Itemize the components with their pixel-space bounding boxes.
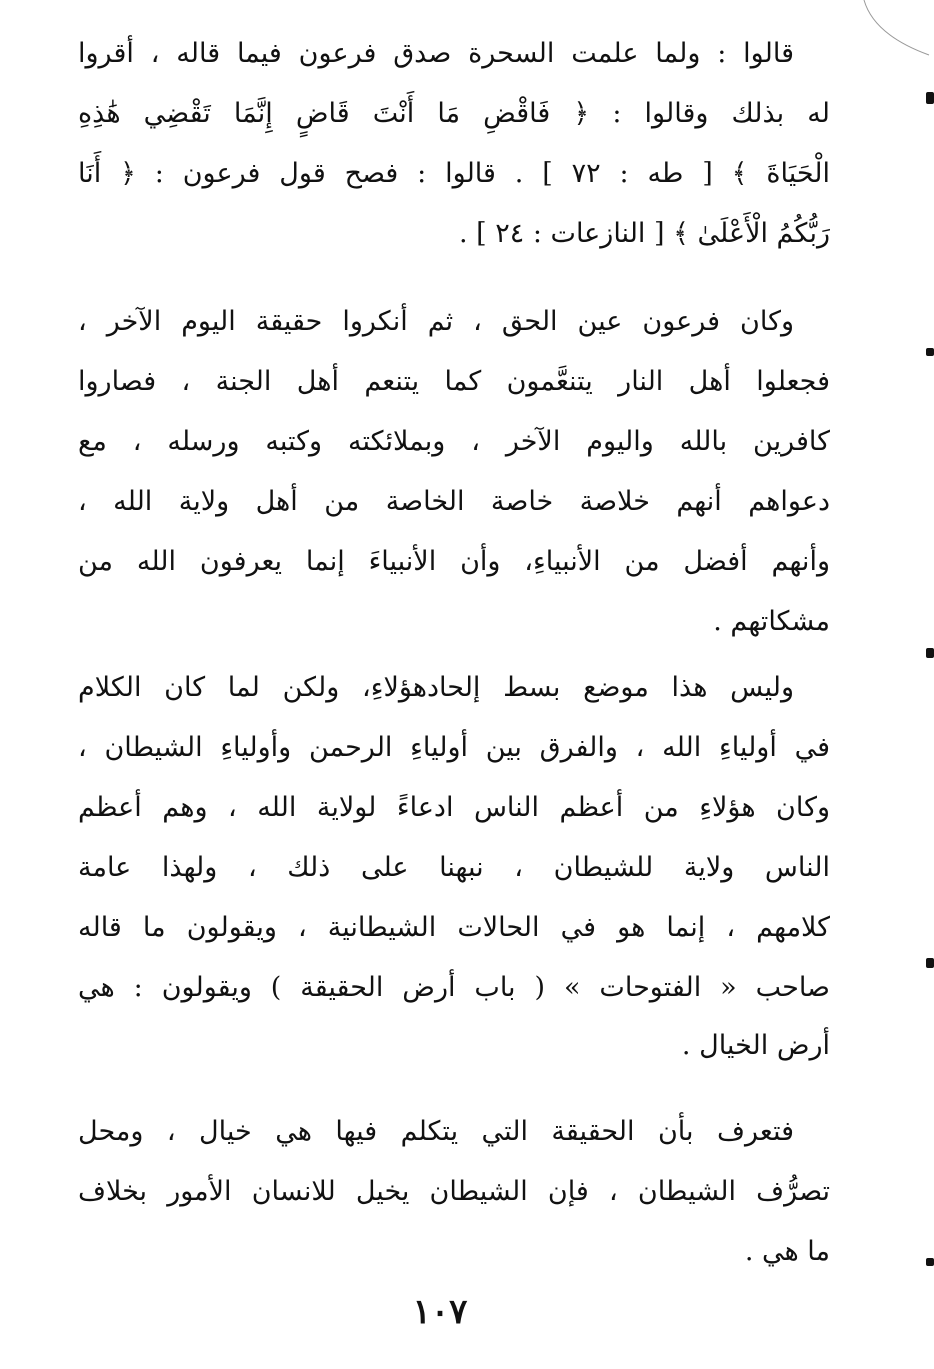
- text-line: ما هي .: [744, 1236, 830, 1267]
- text-line: صاحب « الفتوحات » ( باب أرض الحقيقة ) ويقولون : هي: [78, 972, 830, 1003]
- text-line: وكان فرعون عين الحق ، ثم أنكروا حقيقة اليوم الآخر ،: [78, 306, 794, 337]
- margin-mark: [926, 958, 934, 968]
- text-line: الْحَيَاةَ ﴾ [ طه : ٧٢ ] . قالوا : فصح قول فرعون : ﴿ أَنَا: [78, 158, 830, 189]
- text-line: في أولياءِ الله ، والفرق بين أولياءِ الرحمن وأولياءِ الشيطان ،: [78, 732, 830, 763]
- text-line: فتعرف بأن الحقيقة التي يتكلم فيها هي خيال ، ومحل: [78, 1116, 794, 1147]
- text-line: الناس ولاية للشيطان ، نبهنا على ذلك ، ولهذا عامة: [78, 852, 830, 883]
- text-line: كلامهم ، إنما هو في الحالات الشيطانية ، ويقولون ما قاله: [78, 912, 830, 943]
- text-line: رَبُّكُمُ الْأَعْلَىٰ ﴾ [ النازعات : ٢٤ ] .: [458, 218, 830, 249]
- page-corner-curl: [854, 0, 934, 60]
- margin-mark: [926, 648, 934, 658]
- text-line: فجعلوا أهل النار يتنعَّمون كما يتنعم أهل الجنة ، فصاروا: [78, 366, 830, 397]
- text-line: مشكاتهم .: [713, 606, 830, 637]
- text-line: تصرُّف الشيطان ، فإن الشيطان يخيل للانسان الأمور بخلاف: [78, 1176, 830, 1207]
- text-line: له بذلك وقالوا : ﴿ فَاقْضِ مَا أَنْتَ قَاضٍ إِنَّمَا تَقْضِي هَٰذِهِ: [78, 98, 830, 129]
- margin-mark: [926, 92, 934, 104]
- text-line: وكان هؤلاءِ من أعظم الناس ادعاءً لولاية الله ، وهم أعظم: [78, 792, 831, 823]
- margin-mark: [926, 1258, 934, 1266]
- text-line: أرض الخيال .: [681, 1030, 830, 1061]
- text-line: دعواهم أنهم خلاصة خاصة الخاصة من أهل ولاية الله ،: [78, 486, 830, 517]
- text-line: كافرين بالله واليوم الآخر ، وبملائكته وكتبه ورسله ، مع: [78, 426, 830, 457]
- page-number: ١٠٧: [412, 1292, 468, 1332]
- text-line: وأنهم أفضل من الأنبياءِ، وأن الأنبياءَ إنما يعرفون الله من: [78, 546, 830, 577]
- text-line: قالوا : ولما علمت السحرة صدق فرعون فيما قاله ، أقروا: [78, 38, 794, 69]
- text-line: وليس هذا موضع بسط إلحادهؤلاءِ، ولكن لما كان الكلام: [78, 672, 794, 703]
- margin-mark: [926, 348, 934, 356]
